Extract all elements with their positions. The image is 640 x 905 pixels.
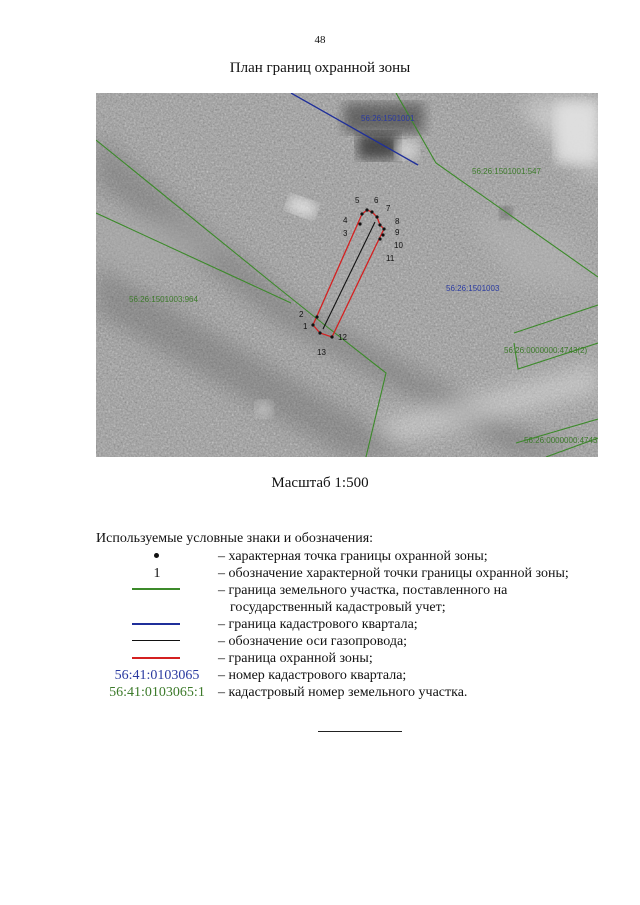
legend-row (96, 548, 626, 565)
point-label: 6 (374, 196, 379, 205)
label-parcel-right-top: 56:26:1501001:547 (472, 167, 541, 176)
point-label: 8 (395, 217, 400, 226)
legend-row (96, 633, 626, 650)
label-quarter-center: 56:26:1501003 (446, 284, 500, 293)
footer-divider (318, 731, 402, 732)
legend-desc: – обозначение характерной точки границы охранной зоны; (218, 566, 569, 581)
legend-desc: – обозначение оси газопровода; (218, 634, 408, 649)
legend-row (96, 650, 626, 667)
black-line-icon (132, 640, 180, 641)
legend-desc: – характерная точка границы охранной зоны; (218, 549, 488, 564)
point-label: 3 (343, 229, 348, 238)
label-parcel-left: 56:26:1501003:964 (129, 295, 198, 304)
map-image (96, 93, 598, 457)
legend-desc: – граница кадастрового квартала; (218, 617, 418, 632)
legend-row (96, 667, 626, 684)
point-label: 5 (355, 196, 360, 205)
legend-desc: – кадастровый номер земельного участка. (218, 685, 468, 700)
page-number: 48 (314, 34, 326, 46)
legend-desc: государственный кадастровый учет; (230, 600, 446, 615)
legend-symbol-parcel-number: 56:41:0103065:1 (109, 685, 205, 700)
label-quarter-top: 56:26:1501001 (361, 114, 415, 123)
legend-row (96, 582, 626, 599)
legend-symbol-quarter-number: 56:41:0103065 (114, 668, 200, 683)
map-canvas (96, 93, 598, 457)
point-label: 10 (394, 241, 403, 250)
point-label: 2 (299, 310, 304, 319)
legend-row (96, 599, 626, 616)
label-parcel-right-mid: 56:26:0000000:4743(2) (504, 346, 588, 355)
legend-row (96, 616, 626, 633)
map-scale: Масштаб 1:500 (271, 475, 369, 491)
legend-desc: – граница охранной зоны; (218, 651, 373, 666)
blue-line-icon (132, 623, 180, 625)
green-line-icon (132, 588, 180, 590)
point-label: 13 (317, 348, 326, 357)
legend-symbol-text: 1 (153, 566, 161, 581)
page-title: План границ охранной зоны (229, 60, 411, 76)
legend-row (96, 684, 626, 701)
point-label: 7 (386, 204, 391, 213)
point-label: 4 (343, 216, 348, 225)
legend-desc: – граница земельного участка, поставленного на (218, 583, 508, 598)
label-parcel-right-bottom: 56:26:0000000:4743 (524, 436, 598, 445)
point-label: 9 (395, 228, 400, 237)
point-dot-icon (154, 553, 159, 558)
legend-desc: – номер кадастрового квартала; (218, 668, 407, 683)
red-line-icon (132, 657, 180, 659)
point-label: 11 (386, 254, 395, 263)
point-label: 1 (303, 322, 308, 331)
point-label: 12 (338, 333, 347, 342)
legend-row (96, 565, 626, 582)
legend (96, 548, 626, 701)
legend-title: Используемые условные знаки и обозначения: (96, 531, 374, 546)
